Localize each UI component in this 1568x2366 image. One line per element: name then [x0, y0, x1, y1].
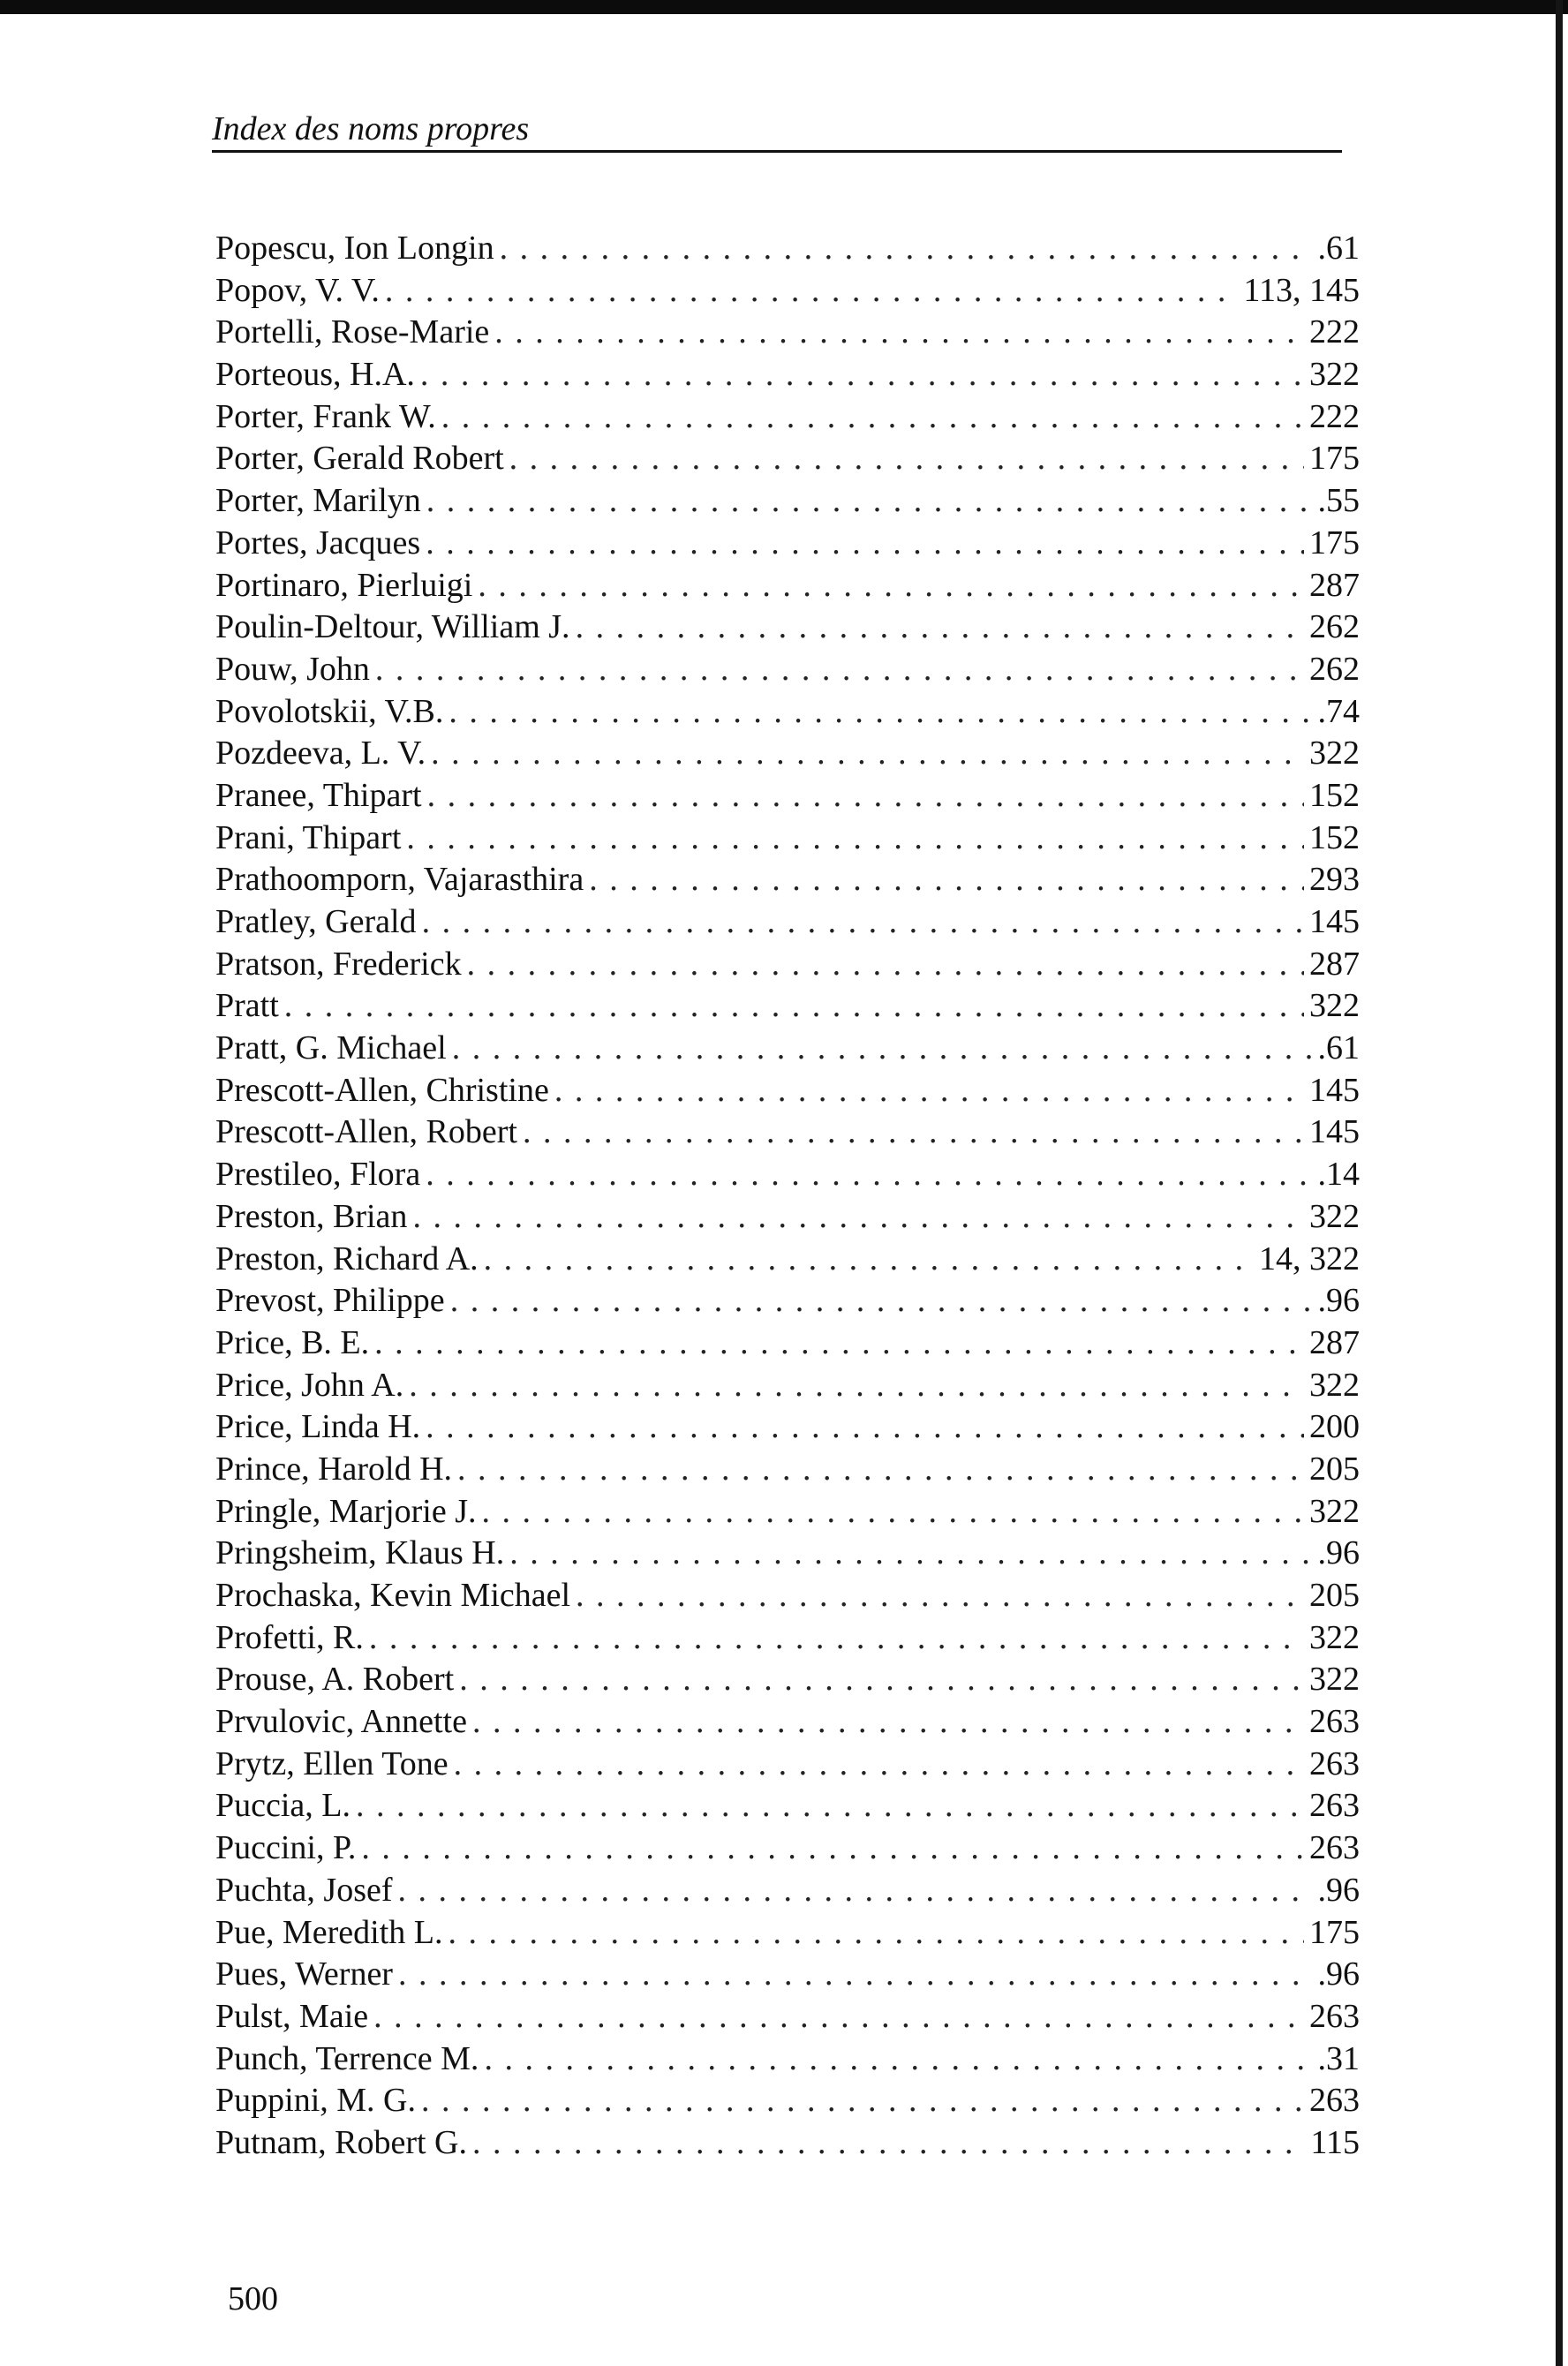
dot-leader [406, 818, 1304, 860]
entry-pages: 262 [1309, 608, 1360, 646]
entry-name: Price, Linda H. [215, 1408, 421, 1446]
entry-pages: 205 [1309, 1577, 1360, 1614]
entry-name: Prevost, Philippe [215, 1282, 445, 1320]
index-entry [215, 1406, 1360, 1449]
header-title: Index des noms propres [212, 110, 530, 147]
entry-pages: .14 [1317, 1156, 1360, 1194]
entry-name: Profetti, R. [215, 1618, 364, 1656]
index-entry [215, 691, 1360, 734]
entry-pages: 175 [1309, 440, 1360, 478]
entry-pages: 152 [1309, 818, 1360, 856]
dot-leader [554, 1070, 1304, 1112]
entry-pages: 287 [1309, 1323, 1360, 1361]
index-entry [215, 565, 1360, 607]
index-entry [215, 1154, 1360, 1196]
dot-leader [482, 1491, 1304, 1533]
entry-pages: 322 [1309, 1661, 1360, 1699]
index-entry [215, 1280, 1360, 1322]
dot-leader [484, 1239, 1254, 1281]
entry-pages: 322 [1309, 735, 1360, 772]
index-entry [215, 312, 1360, 354]
entry-pages: 263 [1309, 1744, 1360, 1782]
entry-name: Prescott-Allen, Christine [215, 1071, 549, 1109]
entry-name: Pozdeeva, L. V. [215, 735, 426, 772]
dot-leader [467, 944, 1304, 986]
entry-pages: 287 [1309, 566, 1360, 604]
entry-pages: 205 [1309, 1450, 1360, 1488]
index-entry [215, 1028, 1360, 1070]
index-entry [215, 2080, 1360, 2122]
dot-leader [374, 1322, 1304, 1365]
index-entry [215, 1617, 1360, 1660]
index-entry [215, 1365, 1360, 1407]
index-entry [215, 649, 1360, 691]
entry-name: Porter, Gerald Robert [215, 440, 504, 478]
dot-leader [375, 649, 1304, 691]
dot-leader [441, 396, 1304, 439]
entry-pages: 322 [1309, 987, 1360, 1025]
entry-pages: 322 [1309, 1197, 1360, 1235]
entry-pages: 293 [1309, 861, 1360, 899]
entry-name: Prescott-Allen, Robert [215, 1113, 517, 1151]
dot-leader [576, 1575, 1304, 1617]
entry-pages: .96 [1317, 1871, 1360, 1909]
index-entry [215, 1744, 1360, 1786]
entry-name: Pouw, John [215, 650, 370, 688]
dot-leader [472, 2122, 1305, 2165]
entry-pages: 145 [1309, 1113, 1360, 1151]
entry-name: Portelli, Rose-Marie [215, 313, 490, 351]
entry-name: Prince, Harold H. [215, 1450, 453, 1488]
dot-leader [412, 1196, 1304, 1239]
index-entry [215, 1111, 1360, 1154]
entry-pages: .96 [1317, 1534, 1360, 1572]
index-entry [215, 1533, 1360, 1575]
entry-pages: 14, 322 [1259, 1240, 1360, 1277]
dot-leader [576, 607, 1304, 649]
dot-leader [420, 354, 1304, 396]
entry-name: Prani, Thipart [215, 818, 402, 856]
index-entry [215, 1659, 1360, 1701]
entry-pages: 263 [1309, 1703, 1360, 1741]
entry-name: Pringle, Marjorie J. [215, 1492, 477, 1530]
dot-leader [369, 1617, 1304, 1660]
entry-name: Prochaska, Kevin Michael [215, 1577, 571, 1614]
entry-name: Puccini, P. [215, 1829, 357, 1867]
entry-name: Puccia, L. [215, 1787, 351, 1825]
dot-leader [449, 691, 1312, 734]
index-entry [215, 270, 1360, 313]
dot-leader [356, 1785, 1304, 1827]
dot-leader [450, 1280, 1313, 1322]
entry-pages: 145 [1309, 1071, 1360, 1109]
index-entry [215, 901, 1360, 944]
entry-name: Preston, Brian [215, 1197, 408, 1235]
entry-name: Pratt, G. Michael [215, 1029, 447, 1067]
entry-name: Putnam, Robert G. [215, 2123, 467, 2161]
index-entry [215, 775, 1360, 818]
entry-pages: .74 [1317, 692, 1360, 730]
entry-name: Portinaro, Pierluigi [215, 566, 473, 604]
index-entry [215, 818, 1360, 860]
index-entry [215, 1322, 1360, 1365]
entry-name: Prouse, A. Robert [215, 1661, 455, 1699]
dot-leader [426, 1406, 1304, 1449]
entry-pages: 262 [1309, 650, 1360, 688]
dot-leader [452, 1028, 1313, 1070]
entry-pages: 322 [1309, 356, 1360, 394]
index-entry [215, 985, 1360, 1028]
dot-leader [426, 480, 1313, 523]
entry-name: Porter, Frank W. [215, 397, 436, 435]
dot-leader [385, 270, 1239, 313]
entry-pages: 115 [1310, 2123, 1360, 2161]
index-entry [215, 1701, 1360, 1744]
index-entry [215, 607, 1360, 649]
dot-leader [500, 228, 1313, 270]
entry-name: Pratley, Gerald [215, 903, 417, 940]
index-entry [215, 1239, 1360, 1281]
entry-pages: .61 [1317, 1029, 1360, 1067]
index-entry [215, 480, 1360, 523]
entry-name: Povolotskii, V.B. [215, 692, 444, 730]
entry-pages: 175 [1309, 1913, 1360, 1951]
entry-name: Popescu, Ion Longin [215, 230, 494, 267]
index-entry-list [215, 228, 1360, 2165]
entry-pages: .55 [1317, 482, 1360, 520]
dot-leader [422, 901, 1304, 944]
entry-pages: 222 [1309, 313, 1360, 351]
dot-leader [431, 733, 1304, 775]
entry-pages: 322 [1309, 1366, 1360, 1404]
dot-leader [421, 2080, 1304, 2122]
entry-name: Puchta, Josef [215, 1871, 393, 1909]
dot-leader [509, 1533, 1312, 1575]
entry-name: Pulst, Maie [215, 1997, 369, 2035]
entry-name: Pratt [215, 987, 279, 1025]
index-entry [215, 1070, 1360, 1112]
entry-name: Porter, Marilyn [215, 482, 421, 520]
dot-leader [427, 775, 1304, 818]
entry-name: Poulin-Deltour, William J. [215, 608, 570, 646]
entry-name: Pratson, Frederick [215, 945, 462, 983]
index-entry [215, 1996, 1360, 2038]
entry-pages: .31 [1317, 2039, 1360, 2077]
entry-pages: 263 [1309, 1997, 1360, 2035]
running-header [212, 108, 1342, 153]
index-entry [215, 2038, 1360, 2081]
entry-name: Preston, Richard A. [215, 1240, 479, 1277]
dot-leader [459, 1659, 1304, 1701]
entry-pages: 263 [1309, 1829, 1360, 1867]
index-entry [215, 1827, 1360, 1870]
entry-pages: 175 [1309, 524, 1360, 561]
index-entry [215, 2122, 1360, 2165]
index-entry [215, 1954, 1360, 1996]
index-entry [215, 228, 1360, 270]
dot-leader [398, 1954, 1313, 1996]
entry-name: Price, B. E. [215, 1323, 370, 1361]
dot-leader [472, 1701, 1304, 1744]
entry-name: Puppini, M. G. [215, 2082, 416, 2120]
dot-leader [426, 523, 1304, 565]
dot-leader [478, 565, 1304, 607]
top-scan-border [0, 0, 1568, 14]
dot-leader [409, 1365, 1304, 1407]
entry-pages: .61 [1317, 230, 1360, 267]
entry-name: Punch, Terrence M. [215, 2039, 479, 2077]
index-entry [215, 1785, 1360, 1827]
dot-leader [361, 1827, 1304, 1870]
entry-pages: .96 [1317, 1282, 1360, 1320]
dot-leader [509, 438, 1304, 480]
entry-pages: 287 [1309, 945, 1360, 983]
index-entry [215, 354, 1360, 396]
entry-name: Price, John A. [215, 1366, 404, 1404]
entry-name: Portes, Jacques [215, 524, 421, 561]
entry-name: Prytz, Ellen Tone [215, 1744, 449, 1782]
entry-name: Pue, Meredith L. [215, 1913, 443, 1951]
entry-pages: 263 [1309, 1787, 1360, 1825]
entry-pages: 113, 145 [1243, 271, 1360, 309]
index-entry [215, 523, 1360, 565]
right-scan-border [1556, 0, 1563, 2366]
index-entry [215, 438, 1360, 480]
index-entry [215, 396, 1360, 439]
entry-pages: .96 [1317, 1955, 1360, 1993]
entry-name: Prvulovic, Annette [215, 1703, 467, 1741]
entry-name: Porteous, H.A. [215, 356, 415, 394]
entry-pages: 322 [1309, 1618, 1360, 1656]
dot-leader [589, 859, 1304, 901]
index-entry [215, 859, 1360, 901]
index-entry [215, 1491, 1360, 1533]
index-entry [215, 944, 1360, 986]
entry-pages: 152 [1309, 776, 1360, 814]
dot-leader [484, 2038, 1312, 2081]
index-entry [215, 1575, 1360, 1617]
entry-name: Popov, V. V. [215, 271, 380, 309]
index-entry [215, 1196, 1360, 1239]
entry-pages: 222 [1309, 397, 1360, 435]
entry-name: Prathoomporn, Vajarasthira [215, 861, 584, 899]
dot-leader [426, 1154, 1312, 1196]
entry-name: Prestileo, Flora [215, 1156, 421, 1194]
index-entry [215, 1912, 1360, 1955]
entry-pages: 322 [1309, 1492, 1360, 1530]
entry-pages: 145 [1309, 903, 1360, 940]
dot-leader [449, 1912, 1304, 1955]
entry-name: Pringsheim, Klaus H. [215, 1534, 505, 1572]
index-entry [215, 1870, 1360, 1912]
dot-leader [284, 985, 1304, 1028]
entry-pages: 263 [1309, 2082, 1360, 2120]
index-entry [215, 733, 1360, 775]
index-entry [215, 1449, 1360, 1491]
page-number: 500 [228, 2280, 278, 2317]
entry-pages: 200 [1309, 1408, 1360, 1446]
dot-leader [454, 1744, 1304, 1786]
entry-name: Pranee, Thipart [215, 776, 422, 814]
dot-leader [398, 1870, 1313, 1912]
dot-leader [373, 1996, 1304, 2038]
dot-leader [457, 1449, 1304, 1491]
dot-leader [523, 1111, 1304, 1154]
entry-name: Pues, Werner [215, 1955, 393, 1993]
dot-leader [494, 312, 1304, 354]
